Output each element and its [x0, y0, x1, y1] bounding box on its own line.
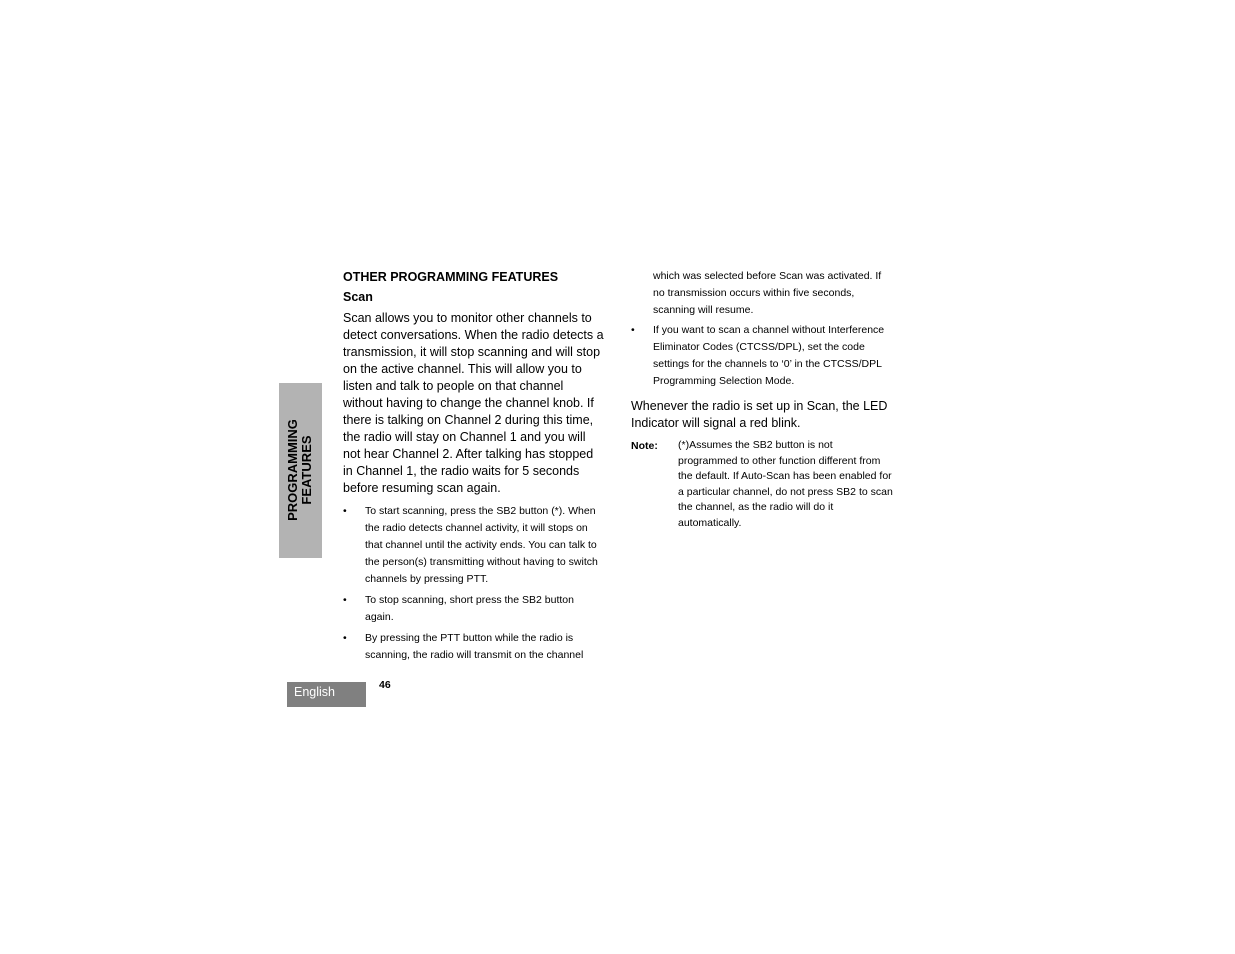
bullet-icon: •	[631, 324, 635, 336]
list-item-text: To stop scanning, short press the SB2 button again.	[365, 594, 574, 623]
list-item-text: If you want to scan a channel without Interference Eliminator Codes (CTCSS/DPL), set the code settings for the channels to ‘0’ in the CTCSS/DPL Programming Selection Mode.	[653, 324, 885, 387]
bullet-continuation-text: which was selected before Scan was activated. If no transmission occurs within five seconds, scanning will resume.	[653, 270, 882, 316]
section-side-tab	[279, 383, 322, 558]
list-item	[631, 322, 893, 390]
note-label: Note:	[631, 440, 658, 452]
led-indicator-paragraph: Whenever the radio is set up in Scan, the LED Indicator will signal a red blink.	[631, 399, 888, 430]
side-tab-label	[286, 419, 314, 521]
list-item-text: To start scanning, press the SB2 button (*). When the radio detects channel activity, it will stops on that channel until the activity ends. You can talk to the person(s) transmitting without having to switch channels by pressing PTT.	[365, 505, 598, 585]
language-label: English	[287, 682, 366, 707]
list-item-text: By pressing the PTT button while the radio is scanning, the radio will transmit on the channel	[365, 632, 584, 661]
note-block	[631, 438, 893, 532]
list-item	[343, 592, 605, 626]
subsection-title-scan: Scan	[343, 290, 373, 304]
left-column	[343, 268, 605, 668]
section-title: OTHER PROGRAMMING FEATURES	[343, 270, 559, 284]
list-item	[343, 503, 605, 588]
bullet-icon: •	[343, 632, 347, 644]
side-tab-line-1: PROGRAMMING	[285, 419, 300, 521]
scan-bullet-list	[343, 503, 605, 664]
bullet-icon: •	[343, 594, 347, 606]
right-column	[631, 268, 893, 532]
note-text: (*)Assumes the SB2 button is not programmed to other function different from the default. If Auto-Scan has been enabled for a particular channel, do not press SB2 to scan the channel, as the radio will do it automatically.	[678, 439, 893, 529]
list-item	[343, 630, 605, 664]
ctcss-bullet-list	[631, 322, 893, 390]
side-tab-line-2: FEATURES	[299, 435, 314, 505]
bullet-icon: •	[343, 505, 347, 517]
page-number: 46	[379, 679, 391, 691]
scan-intro-paragraph: Scan allows you to monitor other channels to detect conversations. When the radio detects a transmission, it will stop scanning and will stop on the active channel. This will allow you to listen and talk to people on that channel without having to change the channel knob. If there is talking on Channel 2 during this time, the radio will stay on Channel 1 and you will not hear Channel 2. After talking has stopped in Channel 1, the radio waits for 5 seconds before resuming scan again.	[343, 311, 604, 495]
